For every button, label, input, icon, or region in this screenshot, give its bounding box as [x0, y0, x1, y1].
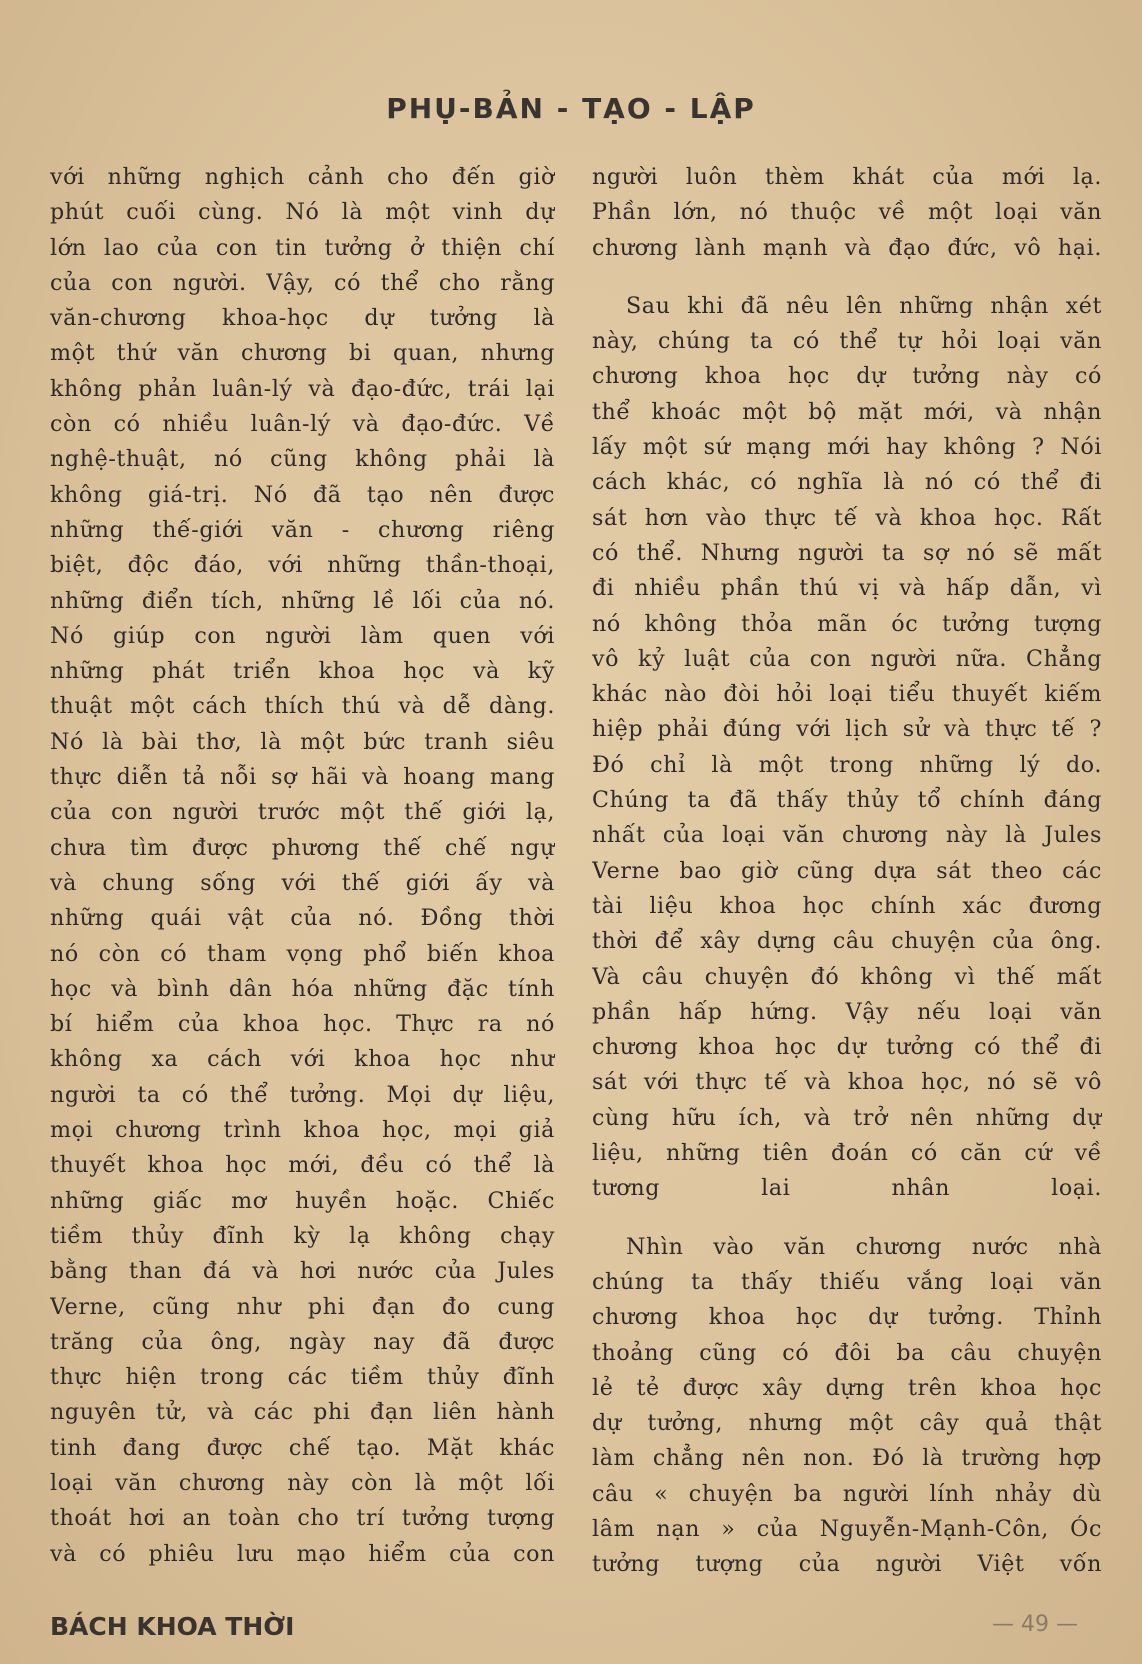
text-line: phần hấp hứng. Vậy nếu loại văn	[592, 998, 1102, 1025]
text-line: nó còn có tham vọng phổ biến khoa	[50, 940, 555, 967]
text-line: làm chẳng nên non. Đó là trường hợp	[592, 1445, 1102, 1472]
text-line: không giá-trị. Nó đã tạo nên được	[50, 481, 555, 508]
text-line: những giấc mơ huyền hoặc. Chiếc	[50, 1187, 555, 1214]
text-line: Và câu chuyện đó không vì thế mất	[592, 963, 1102, 990]
text-line: những điển tích, những lề lối của nó.	[50, 587, 555, 614]
paragraph-3	[592, 1230, 1102, 1583]
text-line: còn có nhiều luân-lý và đạo-đức. Về	[50, 411, 555, 438]
paragraph-1	[592, 160, 1102, 266]
text-line: tài liệu khoa học chính xác đương	[592, 892, 1102, 919]
text-line: Phần lớn, nó thuộc về một loại văn	[592, 199, 1102, 226]
text-line: này, chúng ta có thể tự hỏi loại văn	[592, 328, 1102, 355]
text-line: phút cuối cùng. Nó là một vinh dự	[50, 199, 555, 226]
text-line: liệu, những tiên đoán có căn cứ về	[592, 1140, 1102, 1167]
text-line: thuyết khoa học mới, đều có thể là	[50, 1152, 555, 1179]
left-column	[50, 160, 555, 1572]
text-line: câu « chuyện ba người lính nhảy dù	[592, 1480, 1102, 1507]
text-line: tinh đang được chế tạo. Mặt khác	[50, 1434, 555, 1461]
text-line: một thứ văn chương bi quan, nhưng	[50, 340, 555, 367]
text-line: biệt, độc đáo, với những thần-thoại,	[50, 552, 555, 579]
text-line: chương khoa học dự tưởng. Thỉnh	[592, 1304, 1102, 1331]
text-line: nhất của loại văn chương này là Jules	[592, 822, 1102, 849]
text-line: sát hơn vào thực tế và khoa học. Rất	[592, 504, 1102, 531]
text-line: những quái vật của nó. Đồng thời	[50, 905, 555, 932]
text-line: mọi chương trình khoa học, mọi giả	[50, 1117, 555, 1144]
text-line: văn-chương khoa-học dự tưởng là	[50, 305, 555, 332]
text-line: chương khoa học dự tưởng này có	[592, 363, 1102, 390]
paragraph-break	[592, 1207, 1102, 1230]
text-line: thực diễn tả nỗi sợ hãi và hoang mang	[50, 764, 555, 791]
right-column	[592, 160, 1102, 1583]
text-line: lâm nạn » của Nguyễn-Mạnh-Côn, Óc	[592, 1515, 1102, 1542]
text-line: nó không thỏa mãn óc tưởng tượng	[592, 610, 1102, 637]
text-line: chúng ta thấy thiếu vắng loại văn	[592, 1268, 1102, 1295]
text-line: bằng than đá và hơi nước của Jules	[50, 1258, 555, 1285]
text-line: loại văn chương này còn là một lối	[50, 1469, 555, 1496]
text-line: với những nghịch cảnh cho đến giờ	[50, 164, 555, 190]
text-line: của con người. Vậy, có thể cho rằng	[50, 269, 555, 296]
text-line: lẻ tẻ được xây dựng trên khoa học	[592, 1374, 1102, 1401]
page-number: — 49 —	[992, 1612, 1078, 1637]
text-line: khác nào đòi hỏi loại tiểu thuyết kiếm	[592, 681, 1102, 708]
text-line: chương khoa học dự tưởng có thể đi	[592, 1034, 1102, 1061]
text-line: cách khác, có nghĩa là nó có thể đi	[592, 469, 1102, 496]
text-line: có thể. Nhưng người ta sợ nó sẽ mất	[592, 539, 1102, 566]
text-line: cùng hữu ích, và trở nên những dự	[592, 1104, 1102, 1131]
text-line: trăng của ông, ngày nay đã được	[50, 1328, 555, 1355]
text-line: tưởng tượng của người Việt vốn	[592, 1551, 1102, 1578]
text-line: nguyên tử, và các phi đạn liên hành	[50, 1399, 555, 1426]
text-line: và có phiêu lưu mạo hiểm của con	[50, 1540, 555, 1567]
text-line: đi nhiều phần thú vị và hấp dẫn, vì	[592, 575, 1102, 602]
text-line: thể khoác một bộ mặt mới, và nhận	[592, 398, 1102, 425]
text-line: học và bình dân hóa những đặc tính	[50, 975, 555, 1002]
text-line: sát với thực tế và khoa học, nó sẽ vô	[592, 1069, 1102, 1096]
text-line: không phản luân-lý và đạo-đức, trái lại	[50, 375, 555, 402]
text-line: của con người trước một thế giới lạ,	[50, 799, 555, 826]
text-line: chương lành mạnh và đạo đức, vô hại.	[592, 234, 1102, 261]
text-line: Verne, cũng như phi đạn đo cung	[50, 1293, 555, 1320]
text-line: thực hiện trong các tiềm thủy đĩnh	[50, 1364, 555, 1391]
text-line: những phát triển khoa học và kỹ	[50, 658, 555, 685]
paragraph-break	[592, 266, 1102, 289]
text-line: nghệ-thuật, nó cũng không phải là	[50, 446, 555, 473]
text-line: thời để xây dựng câu chuyện của ông.	[592, 928, 1102, 955]
paragraph-2	[592, 289, 1102, 1207]
page-header: PHỤ-BẢN - TẠO - LẬP	[386, 92, 756, 125]
text-line: hiệp phải đúng với lịch sử và thực tế ?	[592, 716, 1102, 743]
text-line: Đó chỉ là một trong những lý do.	[592, 751, 1102, 778]
text-line: lấy một sứ mạng mới hay không ? Nói	[592, 434, 1102, 461]
text-line: người ta có thể tưởng. Mọi dự liệu,	[50, 1081, 555, 1108]
text-line: Verne bao giờ cũng dựa sát theo các	[592, 857, 1102, 884]
text-line: dự tưởng, nhưng một cây quả thật	[592, 1410, 1102, 1437]
text-line: Chúng ta đã thấy thủy tổ chính đáng	[592, 787, 1102, 814]
text-line: tiềm thủy đĩnh kỳ lạ không chạy	[50, 1222, 555, 1249]
text-line: Sau khi đã nêu lên những nhận xét	[626, 292, 1102, 319]
text-line: những thế-giới văn - chương riêng	[50, 516, 555, 543]
text-line: vô kỷ luật của con người nữa. Chẳng	[592, 645, 1102, 672]
text-line: không xa cách với khoa học như	[50, 1046, 555, 1073]
text-line: bí hiểm của khoa học. Thực ra nó	[50, 1011, 555, 1038]
text-line: Nó là bài thơ, là một bức tranh siêu	[50, 728, 555, 755]
text-line: tương lai nhân loại.	[592, 1175, 1102, 1202]
text-line: người luôn thèm khát của mới lạ.	[592, 164, 1102, 190]
text-line: thoát hơi an toàn cho trí tưởng tượng	[50, 1505, 555, 1532]
text-line: chưa tìm được phương thế chế ngự	[50, 834, 555, 861]
text-line: Nhìn vào văn chương nước nhà	[626, 1233, 1102, 1260]
magazine-name: BÁCH KHOA THỜI	[50, 1612, 295, 1641]
text-line: lớn lao của con tin tưởng ở thiện chí	[50, 234, 555, 261]
text-line: thuật một cách thích thú và dễ dàng.	[50, 693, 555, 720]
text-line: thoảng cũng có đôi ba câu chuyện	[592, 1339, 1102, 1366]
text-line: và chung sống với thế giới ấy và	[50, 869, 555, 896]
text-line: Nó giúp con người làm quen với	[50, 622, 555, 649]
